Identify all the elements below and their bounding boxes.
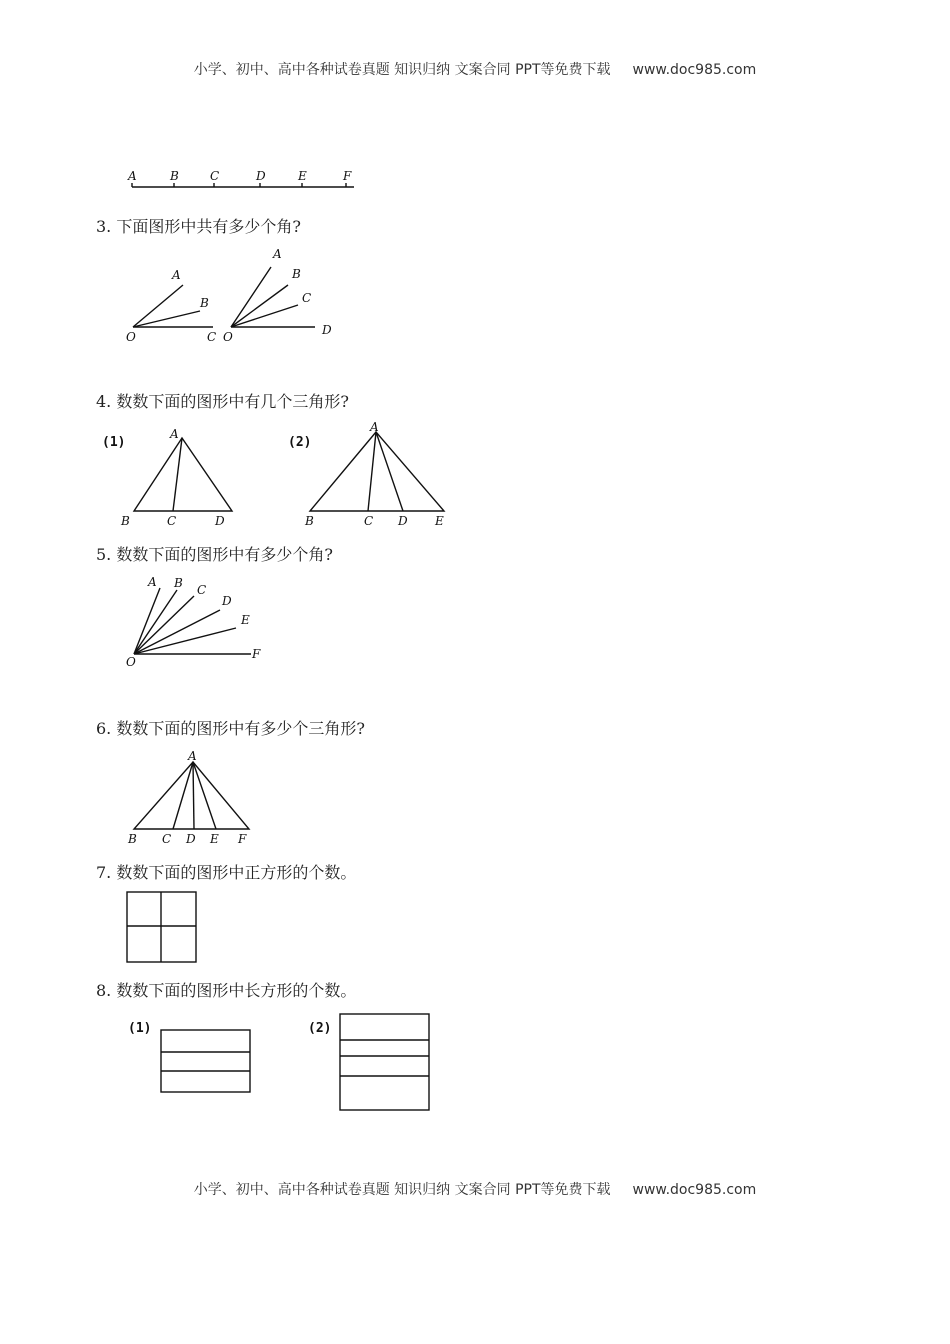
ray-label: A (148, 575, 157, 589)
part-number: (1) (128, 1021, 152, 1036)
part-number: (1) (102, 435, 126, 450)
question-8: 8. 数数下面的图形中长方形的个数。 (96, 981, 357, 1000)
apex-label: A (370, 420, 379, 434)
base-label: D (215, 514, 225, 528)
page-footer (0, 1179, 950, 1199)
ray-label: C (197, 583, 207, 597)
ray-label: D (222, 594, 232, 608)
segment-figure (124, 166, 364, 196)
base-label: C (162, 832, 172, 846)
base-label: C (364, 514, 374, 528)
square-figure-q7 (120, 885, 205, 970)
segment-label: C (210, 169, 220, 183)
footer-text: 小学、初中、高中各种试卷真题 知识归纳 文案合同 PPT等免费下载 (193, 1182, 611, 1198)
base-label: D (186, 832, 196, 846)
rectangle-figure-q8 (120, 1008, 440, 1118)
segment-label: D (256, 169, 266, 183)
ray-label: B (292, 267, 301, 281)
base-label: B (128, 832, 137, 846)
apex-label: A (170, 427, 179, 441)
part-number: (2) (288, 435, 312, 450)
segment-label: F (343, 169, 352, 183)
vertex-label: O (223, 330, 233, 344)
ray-label: C (302, 291, 312, 305)
vertex-label: O (126, 330, 136, 344)
segment-label: A (128, 169, 137, 183)
triangle-figure-q4 (100, 418, 470, 536)
question-4: 4. 数数下面的图形中有几个三角形? (96, 392, 349, 411)
ray-label: B (200, 296, 209, 310)
base-label: E (435, 514, 444, 528)
question-7: 7. 数数下面的图形中正方形的个数。 (96, 863, 357, 882)
vertex-label: O (126, 655, 136, 669)
ray-label: A (273, 247, 282, 261)
segment-label: B (170, 169, 179, 183)
header-site: www.doc985.com (632, 62, 757, 78)
ray-label: F (252, 647, 261, 661)
footer-site: www.doc985.com (632, 1182, 757, 1198)
part-number: (2) (308, 1021, 332, 1036)
ray-label: D (322, 323, 332, 337)
page-header (0, 59, 950, 79)
apex-label: A (188, 749, 197, 763)
triangle-figure-q6 (120, 745, 265, 850)
base-label: B (121, 514, 130, 528)
header-text: 小学、初中、高中各种试卷真题 知识归纳 文案合同 PPT等免费下载 (193, 62, 611, 78)
base-label: E (210, 832, 219, 846)
segment-label: E (298, 169, 307, 183)
base-label: B (305, 514, 314, 528)
base-label: C (167, 514, 177, 528)
base-label: F (238, 832, 247, 846)
ray-label: C (207, 330, 217, 344)
angle-figure-q3 (120, 245, 350, 350)
base-label: D (398, 514, 408, 528)
ray-label: B (174, 576, 183, 590)
ray-label: E (241, 613, 250, 627)
ray-label: A (172, 268, 181, 282)
question-6: 6. 数数下面的图形中有多少个三角形? (96, 719, 365, 738)
question-5: 5. 数数下面的图形中有多少个角? (96, 545, 333, 564)
angle-figure-q5 (120, 570, 280, 675)
question-3: 3. 下面图形中共有多少个角? (96, 217, 301, 236)
